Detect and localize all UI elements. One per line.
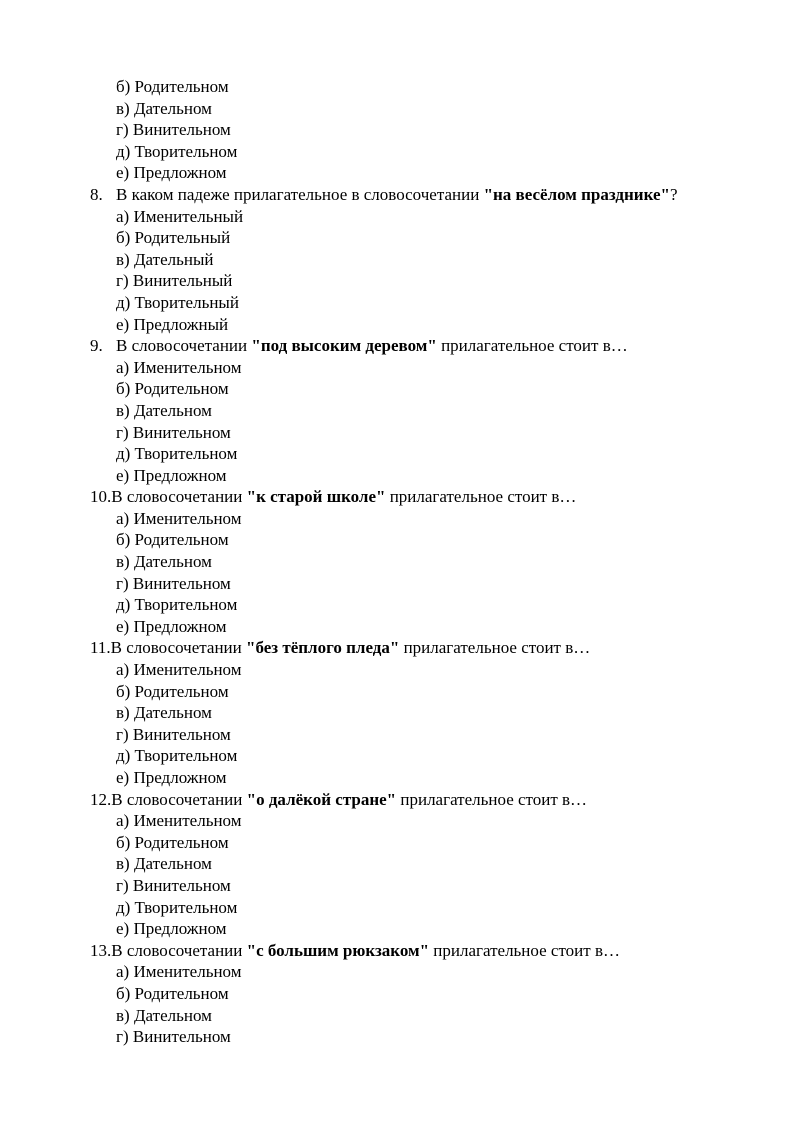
answer-option: г) Винительном: [116, 422, 231, 442]
answer-option: д) Творительный: [116, 292, 239, 312]
question-phrase: "к старой школе": [246, 487, 386, 507]
answer-option: е) Предложном: [116, 919, 227, 939]
answer-option: г) Винительном: [116, 573, 231, 593]
question-text-end: прилагательное стоит в…: [385, 487, 577, 507]
question-text: В словосочетании: [111, 487, 247, 507]
answer-option: а) Именительном: [116, 357, 242, 377]
answer-option: е) Предложном: [116, 616, 227, 636]
answer-option: в) Дательном: [116, 552, 212, 572]
question-text: В словосочетании: [110, 638, 247, 658]
question-12: [0, 789, 800, 811]
question-13: [0, 940, 800, 962]
answer-option: б) Родительном: [116, 77, 229, 96]
question-number: 12.: [90, 789, 112, 809]
question-11: [0, 637, 800, 659]
answer-option: а) Именительном: [116, 962, 242, 982]
answer-option: е) Предложном: [116, 465, 227, 485]
question-text: В каком падеже прилагательное в словосочетании: [116, 184, 484, 204]
question-9: [0, 335, 800, 357]
question-text: В словосочетании: [111, 789, 247, 809]
answer-option: е) Предложный: [116, 314, 229, 334]
answer-option: б) Родительный: [116, 228, 231, 248]
answer-option: е) Предложном: [116, 768, 227, 787]
answer-option: г) Винительный: [116, 271, 233, 291]
answer-option: в) Дательном: [116, 703, 212, 723]
question-phrase: "на весёлом празднике": [483, 184, 670, 204]
question-phrase: "с большим рюкзаком": [246, 940, 430, 960]
answer-option: в) Дательном: [116, 400, 212, 420]
answer-option: в) Дательном: [116, 854, 212, 874]
answer-option: е) Предложном: [116, 163, 227, 183]
answer-option: б) Родительном: [116, 681, 229, 701]
question-text-end: прилагательное стоит в…: [429, 940, 620, 960]
answer-option: в) Дательный: [116, 249, 214, 269]
answer-option: г) Винительном: [116, 1027, 231, 1047]
answer-option: а) Именительном: [116, 811, 242, 831]
question-phrase: "под высоким деревом": [251, 336, 437, 356]
answer-option: д) Творительном: [116, 595, 238, 615]
question-text-end: прилагательное стоит в…: [399, 638, 591, 658]
question-text-end: ?: [669, 184, 678, 204]
answer-option: б) Родительном: [116, 530, 229, 550]
answer-option: б) Родительном: [116, 983, 229, 1003]
question-number: 9.: [90, 336, 103, 356]
question-phrase: "без тёплого пледа": [246, 638, 400, 658]
question-10: [0, 486, 800, 508]
answer-option: а) Именительный: [116, 206, 244, 226]
question-text: В словосочетании: [111, 940, 247, 960]
answer-option: г) Винительном: [116, 875, 231, 895]
question-number: 13.: [90, 940, 112, 960]
question-text-end: прилагательное стоит в…: [396, 789, 588, 809]
answer-option: б) Родительном: [116, 379, 229, 399]
document-page: [0, 76, 800, 1048]
answer-option: в) Дательном: [116, 98, 212, 118]
answer-option: б) Родительном: [116, 832, 229, 852]
question-number: 10.: [90, 487, 112, 507]
answer-option: д) Творительном: [116, 746, 238, 766]
answer-option: д) Творительном: [116, 444, 238, 464]
question-text-end: прилагательное стоит в…: [436, 336, 628, 356]
answer-option: г) Винительном: [116, 120, 231, 140]
question-8: [0, 184, 800, 206]
answer-option: в) Дательном: [116, 1005, 212, 1025]
question-number: 8.: [90, 184, 103, 204]
answer-option: д) Творительном: [116, 897, 238, 917]
question-text: В словосочетании: [116, 336, 252, 356]
question-number: 11.: [90, 638, 111, 658]
answer-option: д) Творительном: [116, 141, 238, 161]
answer-option: а) Именительном: [116, 508, 242, 528]
question-phrase: "о далёкой стране": [246, 789, 397, 809]
answer-option: г) Винительном: [116, 724, 231, 744]
answer-option: а) Именительном: [116, 660, 242, 680]
